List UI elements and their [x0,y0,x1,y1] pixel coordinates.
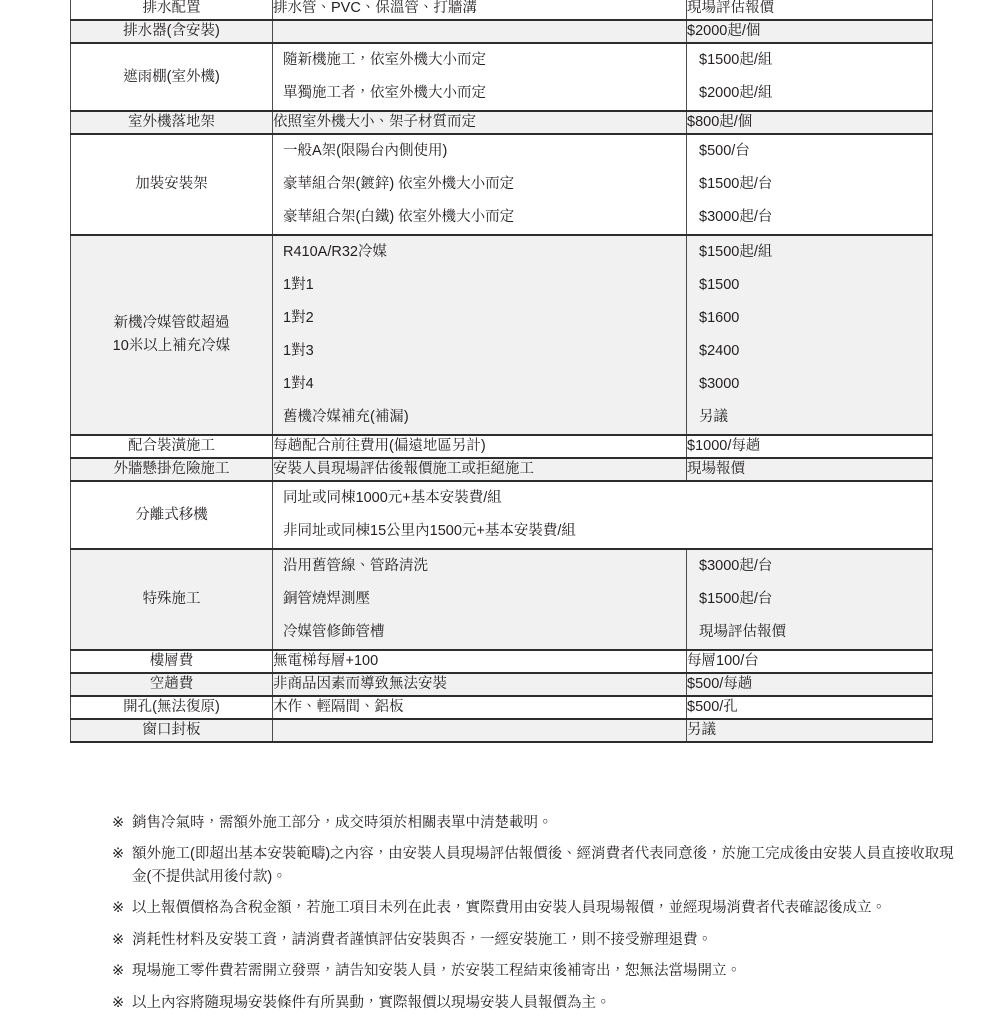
row-description-line: 銅管燒焊測壓 [283,591,370,608]
row-label-cell: 排水器(含安裝) [71,20,273,43]
row-description-line: 一般A架(限陽台內側使用) [283,143,448,160]
table-row [71,719,933,742]
table-row [71,20,933,43]
row-price-cell: 現場評估報價 [687,0,933,20]
footnote-item [112,812,962,834]
row-label-cell: 空趟費 [71,673,273,696]
row-description-line: 豪華組合架(鍍鋅) 依室外機大小而定 [283,176,515,193]
row-description-cell: 無電梯每層+100 [273,650,687,673]
footnote-text: 以上內容將隨現場安裝條件有所異動，實際報價以現場安裝人員報價為主。 [132,994,611,1011]
footnote-item [112,929,962,951]
row-label-cell: 外牆懸掛危險施工 [71,458,273,481]
row-description-line: 豪華組合架(白鐵) 依室外機大小而定 [283,209,515,226]
row-description-cell: 排水管、PVC、保溫管、打牆溝 [273,0,687,20]
row-price-line: 另議 [699,409,728,426]
row-price-cell: $500/每趟 [687,673,933,696]
row-price-cell: $2000起/個 [687,20,933,43]
footnote-marker-icon: ※ [112,931,125,948]
extra-installation-price-table [70,0,933,743]
row-label-cell: 樓層費 [71,650,273,673]
row-label-cell: 特殊施工 [71,549,273,650]
row-price-line: $1500 [699,277,740,294]
footnote-text: 現場施工零件費若需開立發票，請告知安裝人員，於安裝工程結束後補寄出，恕無法當場開立。 [132,963,741,980]
row-description-line: 1對3 [283,343,314,360]
footnote-marker-icon: ※ [112,963,125,980]
table-row [71,549,933,650]
footnote-text: 銷售冷氣時，需額外施工部分，成交時須於相關表單中清楚載明。 [132,815,553,831]
footnote-marker-icon: ※ [112,900,125,917]
row-label-cell: 分離式移機 [71,481,273,549]
row-price-line: $3000起/台 [699,209,773,226]
row-label-line: 10米以上補充冷媒 [112,338,231,355]
footnote-item [112,992,962,1014]
row-description-cell [273,20,687,43]
row-description-line: 隨新機施工，依室外機大小而定 [283,52,486,69]
table-row [71,43,933,111]
row-price-line: $1600 [699,310,740,327]
row-price-cell [687,235,933,435]
row-description-line: 同址或同棟1000元+基本安裝費/組 [283,490,502,507]
footnote-item [112,843,962,888]
row-price-line: $2000起/組 [699,85,773,102]
row-price-cell: $800起/個 [687,111,933,134]
row-description-cell: 每趟配合前往費用(偏遠地區另計) [273,435,687,458]
row-price-line: $2400 [699,343,740,360]
table-row [71,134,933,235]
row-price-line: $3000 [699,376,740,393]
footnote-text: 額外施工(即超出基本安裝範疇)之內容，由安裝人員現場評估報價後、經消費者代表同意後，於施工完成後由安裝人員直接收取現金(不提供試用後付款)。 [132,846,954,885]
row-price-line: $3000起/台 [699,558,773,575]
footnote-marker-icon: ※ [112,994,125,1011]
row-label-cell: 配合裝潢施工 [71,435,273,458]
table-row [71,481,933,549]
row-description-cell: 非商品因素而導致無法安裝 [273,673,687,696]
row-description-line: 非同址或同棟15公里內1500元+基本安裝費/組 [283,523,576,540]
row-price-cell: 另議 [687,719,933,742]
row-label-cell: 室外機落地架 [71,111,273,134]
row-label-cell: 窗口封板 [71,719,273,742]
footnote-marker-icon: ※ [112,846,125,863]
table-row [71,673,933,696]
row-price-line: 現場評估報價 [699,624,786,641]
row-label-cell: 加裝安裝架 [71,134,273,235]
row-description-line: 舊機冷媒補充(補漏) [283,409,409,426]
row-description-cell [273,481,933,549]
table-row [71,111,933,134]
footnote-text: 消耗性材料及安裝工資，請消費者謹慎評估安裝與否，一經安裝施工，則不接受辦理退費。 [132,931,712,948]
row-description-line: 單獨施工者，依室外機大小而定 [283,85,486,102]
row-description-line: 沿用舊管線、管路清洗 [283,558,428,575]
row-description-cell [273,549,687,650]
row-description-line: 1對2 [283,310,314,327]
price-table-body [71,0,933,742]
row-label-cell: 遮雨棚(室外機) [71,43,273,111]
footnote-text: 以上報價價格為含稅金額，若施工項目未列在此表，實際費用由安裝人員現場報價，並經現場消費者代表確認後成立。 [132,900,886,917]
row-label-line: 新機冷媒管餀超過 [113,315,230,332]
row-description-line: R410A/R32冷媒 [283,244,387,261]
row-description-cell: 依照室外機大小、架子材質而定 [273,111,687,134]
table-row [71,650,933,673]
table-row [71,235,933,435]
row-price-line: $1500起/組 [699,52,773,69]
row-description-cell [273,43,687,111]
row-price-cell: 每層100/台 [687,650,933,673]
row-description-cell: 安裝人員現場評估後報價施工或拒絕施工 [273,458,687,481]
footnote-item [112,960,962,982]
footnote-item [112,897,962,919]
table-row [71,696,933,719]
row-label-cell [71,235,273,435]
row-price-line: $1500起/組 [699,244,773,261]
row-price-cell [687,549,933,650]
row-price-cell: $1000/每趟 [687,435,933,458]
row-price-line: $1500起/台 [699,591,773,608]
row-label-cell: 開孔(無法復原) [71,696,273,719]
row-price-line: $500/台 [699,143,750,160]
table-row [71,0,933,20]
row-price-cell [687,134,933,235]
row-description-cell [273,134,687,235]
row-price-cell: 現場報價 [687,458,933,481]
row-price-cell [687,43,933,111]
row-description-cell [273,235,687,435]
row-description-cell: 木作、輕隔間、鋁板 [273,696,687,719]
table-row [71,435,933,458]
footnotes-section [112,812,962,1023]
table-row [71,458,933,481]
row-description-line: 1對1 [283,277,314,294]
row-price-line: $1500起/台 [699,176,773,193]
price-table-container [70,0,932,743]
row-description-line: 冷媒管修飾管槽 [283,624,385,641]
footnote-marker-icon: ※ [112,815,125,831]
row-price-cell: $500/孔 [687,696,933,719]
row-description-line: 1對4 [283,376,314,393]
row-description-cell [273,719,687,742]
row-label-cell: 排水配置 [71,0,273,20]
